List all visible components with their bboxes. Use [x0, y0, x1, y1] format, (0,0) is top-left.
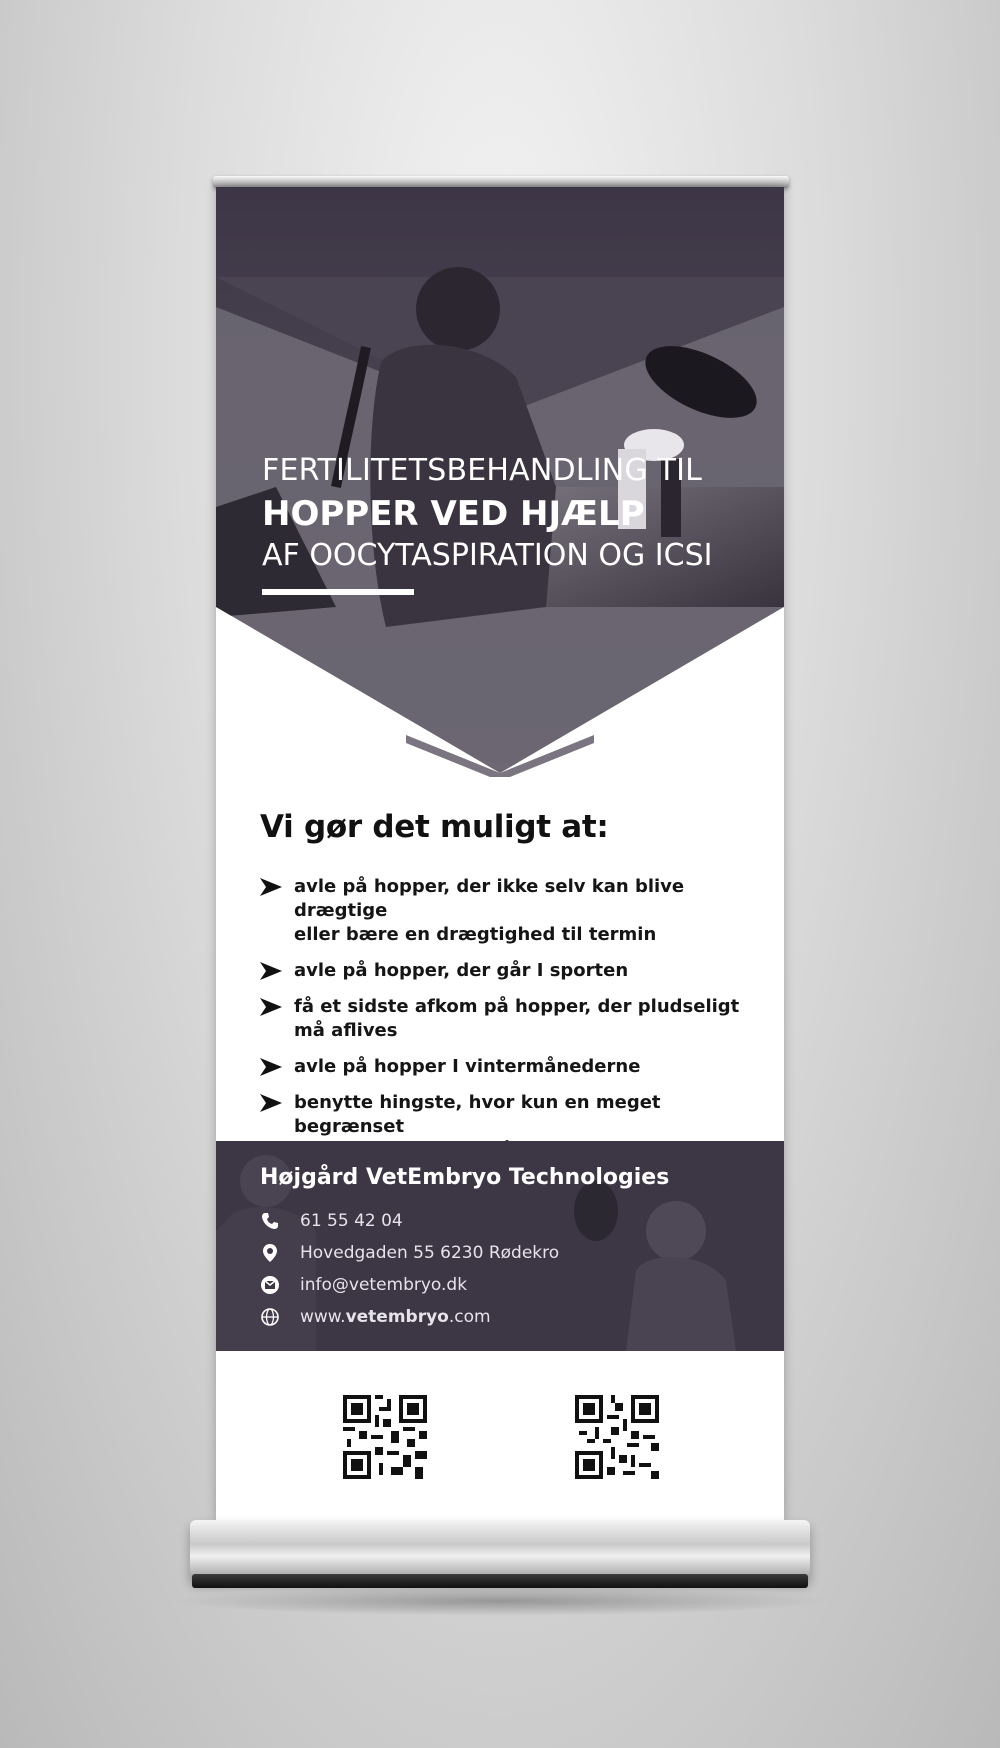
qr-code-icon[interactable] [343, 1395, 427, 1479]
contact-website[interactable] [260, 1307, 491, 1327]
list-item [260, 959, 760, 983]
list-item-line: må aflives [294, 1020, 398, 1041]
list-item-line: eller bære en drægtighed til termin [294, 924, 657, 945]
phone-icon [260, 1211, 280, 1231]
arrow-icon [260, 962, 282, 980]
hero-underline [262, 589, 414, 595]
qr-code-icon[interactable] [575, 1395, 659, 1479]
list-item-line: avle på hopper I vintermånederne [294, 1056, 641, 1077]
arrow-icon [260, 878, 282, 896]
list-item-text [294, 875, 754, 947]
email-text: info@vetembryo.dk [300, 1275, 468, 1295]
contact-phone[interactable] [260, 1211, 403, 1231]
list-item [260, 875, 760, 947]
list-item-text [294, 995, 754, 1043]
benefits-section [260, 809, 760, 1175]
benefits-list [260, 875, 760, 1163]
floor-shadow [170, 1586, 830, 1616]
benefits-heading: Vi gør det muligt at: [260, 809, 609, 845]
company-name: Højgård VetEmbryo Technologies [260, 1165, 670, 1190]
list-item [260, 1055, 760, 1079]
banner-stand-base [190, 1520, 810, 1580]
arrow-icon [260, 1094, 282, 1112]
list-item-line: benytte hingste, hvor kun en meget begrænset [294, 1092, 661, 1137]
website-text [300, 1307, 491, 1327]
arrow-icon [260, 998, 282, 1016]
website-suffix: .com [448, 1307, 491, 1327]
website-prefix: www. [300, 1307, 346, 1327]
globe-icon [260, 1307, 280, 1327]
banner-stand-foot [192, 1574, 808, 1588]
contact-section [216, 1141, 784, 1351]
phone-number: 61 55 42 04 [300, 1211, 403, 1231]
hero-title-line-3: AF OOCYTASPIRATION OG ICSI [262, 538, 713, 573]
arrow-icon [260, 1058, 282, 1076]
email-icon [260, 1275, 280, 1295]
hero-section [216, 187, 784, 777]
contact-email[interactable] [260, 1275, 467, 1295]
location-pin-icon [260, 1243, 280, 1263]
list-item-text [294, 1055, 754, 1079]
list-item-line: avle på hopper, der ikke selv kan blive drægtige [294, 876, 685, 921]
list-item-line: avle på hopper, der går I sporten [294, 960, 629, 981]
hero-title-line-1: FERTILITETSBEHANDLING TIL [262, 453, 703, 488]
list-item [260, 995, 760, 1043]
hero-title-line-2: HOPPER VED HJÆLP [262, 494, 645, 534]
contact-address[interactable] [260, 1243, 559, 1263]
roll-up-banner [216, 187, 784, 1523]
list-item-text [294, 959, 754, 983]
website-domain: vetembryo [345, 1307, 449, 1327]
hero-headline [262, 453, 712, 595]
address-text: Hovedgaden 55 6230 Rødekro [300, 1243, 560, 1263]
list-item-line: få et sidste afkom på hopper, der pludseligt [294, 996, 740, 1017]
